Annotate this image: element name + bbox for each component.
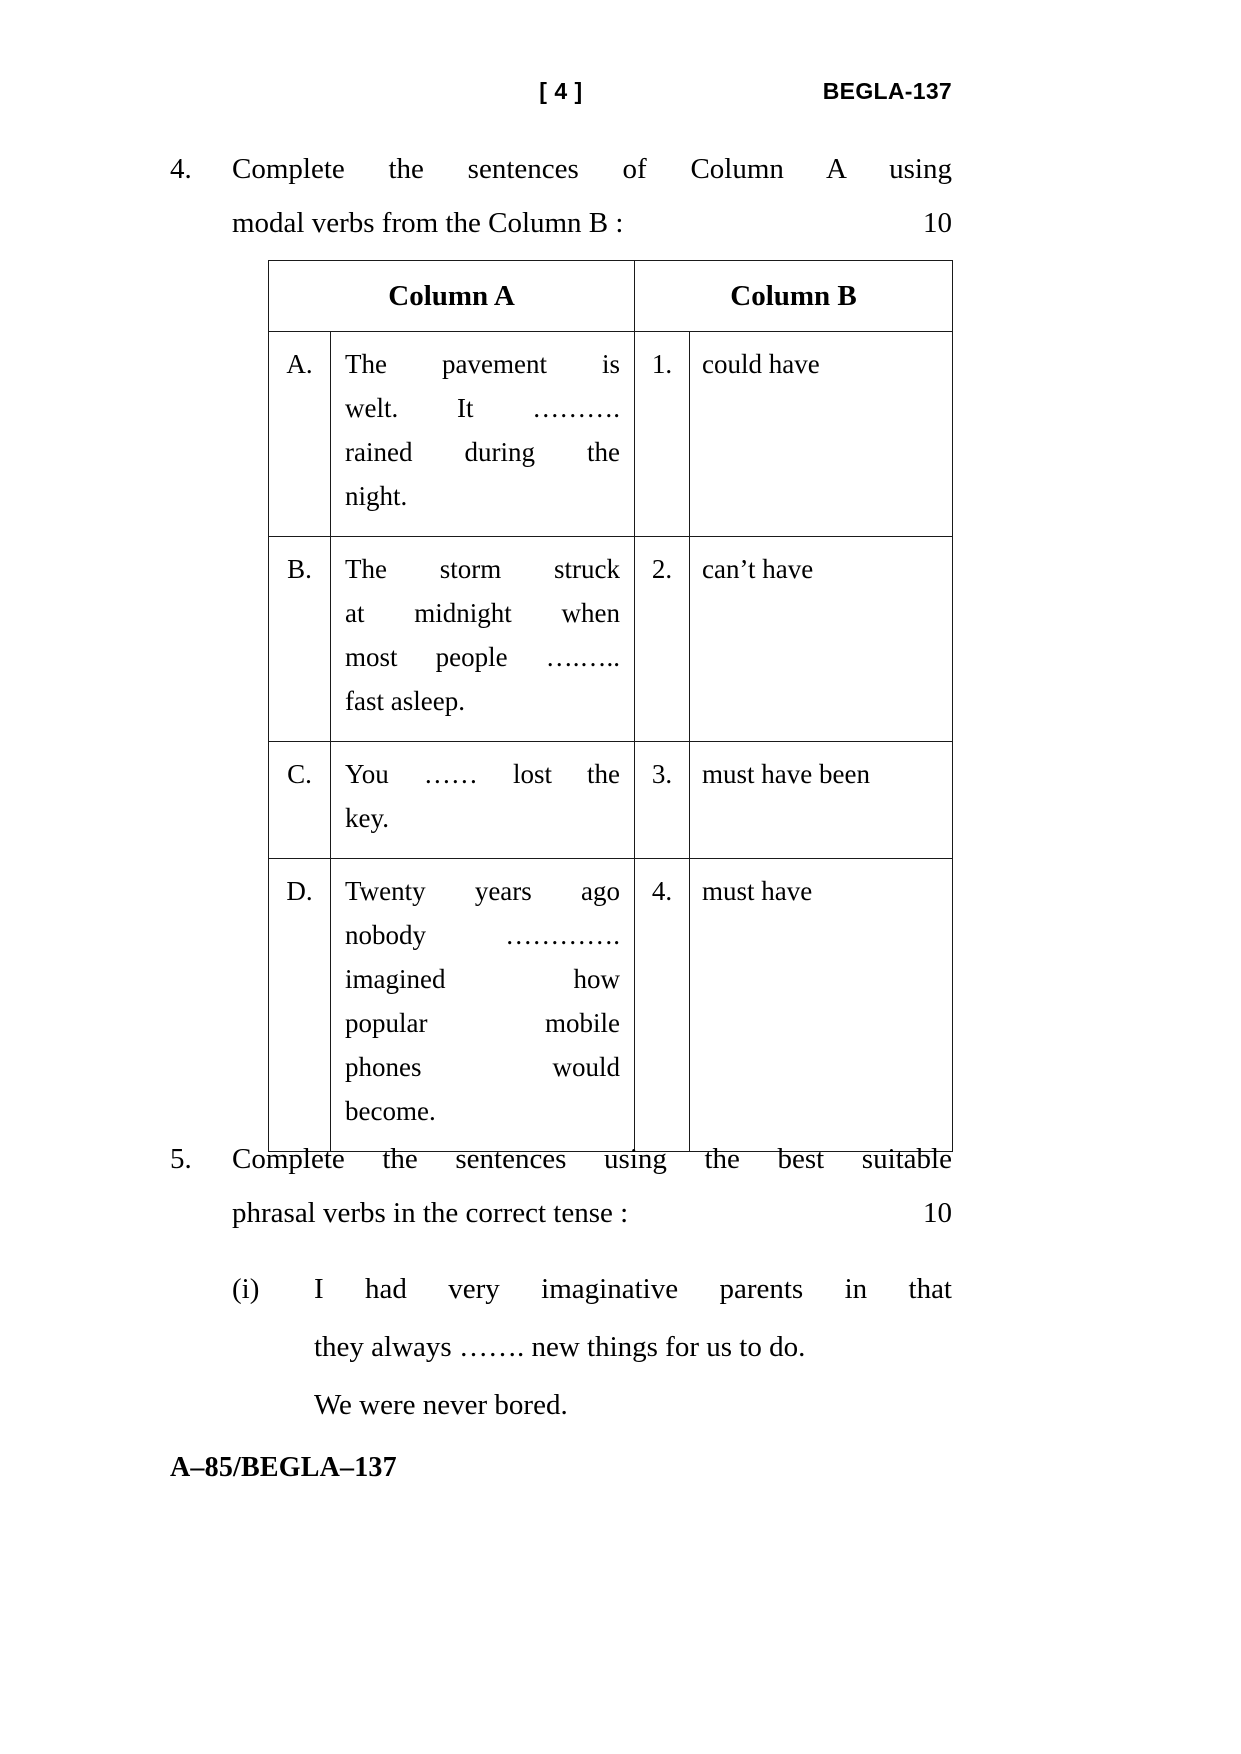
question-4-marks: 10	[923, 207, 952, 239]
row-a-line-4: night.	[345, 481, 408, 511]
row-4-modal: must have	[690, 859, 953, 1152]
row-b-line-3: most people ….…..	[345, 642, 621, 672]
row-a-line-3: rained during the	[345, 437, 621, 467]
row-a-sentence	[331, 332, 635, 537]
row-b-line-2: at midnight when	[345, 598, 621, 628]
question-4-number: 4.	[170, 153, 192, 185]
row-b-label: B.	[269, 537, 331, 742]
sub-item-i-line-2: they always ……. new things for us to do.	[314, 1331, 806, 1363]
table-row	[269, 742, 953, 859]
page-number: [ 4 ]	[539, 78, 583, 104]
row-d-line-5: phones would	[345, 1052, 621, 1082]
question-5-body	[232, 1132, 952, 1240]
sub-item-i-line-3: We were never bored.	[314, 1389, 568, 1421]
row-d-line-1: Twenty years ago	[345, 876, 621, 906]
sub-item-i-body	[314, 1260, 952, 1434]
question-5	[170, 1132, 952, 1240]
row-d-line-4: popular mobile	[345, 1008, 621, 1038]
row-d-label: D.	[269, 859, 331, 1152]
column-b-header: Column B	[635, 261, 953, 332]
question-4-line-2	[232, 196, 952, 250]
question-4-body	[232, 142, 952, 250]
question-4-line-1: Complete the sentences of Column A using	[232, 153, 952, 185]
row-a-label: A.	[269, 332, 331, 537]
table-header-row	[269, 261, 953, 332]
row-4-label: 4.	[635, 859, 690, 1152]
row-b-sentence	[331, 537, 635, 742]
question-5-number: 5.	[170, 1143, 192, 1175]
question-5-marks: 10	[923, 1197, 952, 1229]
question-4	[170, 142, 952, 250]
table-row	[269, 537, 953, 742]
sub-item-i-label: (i)	[232, 1273, 260, 1305]
question-5-line-1: Complete the sentences using the best suitable	[232, 1143, 952, 1175]
row-d-line-2: nobody ………….	[345, 920, 621, 950]
row-c-line-1: You …… lost the	[345, 759, 621, 789]
question-5-sub-item-i	[232, 1260, 952, 1434]
row-d-line-3: imagined how	[345, 964, 621, 994]
row-b-line-1: The storm struck	[345, 554, 621, 584]
row-c-line-2: key.	[345, 803, 389, 833]
page-header	[170, 78, 952, 112]
row-b-line-4: fast asleep.	[345, 686, 465, 716]
page-footer-code: A–85/BEGLA–137	[170, 1452, 397, 1483]
row-d-line-6: become.	[345, 1096, 436, 1126]
question-4-line-2-text: modal verbs from the Column B :	[232, 207, 624, 239]
paper-code: BEGLA-137	[822, 78, 952, 104]
row-c-label: C.	[269, 742, 331, 859]
row-a-line-1: The pavement is	[345, 349, 621, 379]
row-3-modal: must have been	[690, 742, 953, 859]
question-5-line-2-text: phrasal verbs in the correct tense :	[232, 1197, 629, 1229]
row-c-sentence	[331, 742, 635, 859]
row-2-modal: can’t have	[690, 537, 953, 742]
row-d-sentence	[331, 859, 635, 1152]
row-1-label: 1.	[635, 332, 690, 537]
table-row	[269, 859, 953, 1152]
row-3-label: 3.	[635, 742, 690, 859]
row-2-label: 2.	[635, 537, 690, 742]
row-1-modal: could have	[690, 332, 953, 537]
column-a-header: Column A	[269, 261, 635, 332]
table-row	[269, 332, 953, 537]
sub-item-i-line-1: I had very imaginative parents in that	[314, 1273, 952, 1305]
row-a-line-2: welt. It ……….	[345, 393, 621, 423]
question-5-line-2	[232, 1186, 952, 1240]
column-matching-table	[268, 260, 953, 1152]
